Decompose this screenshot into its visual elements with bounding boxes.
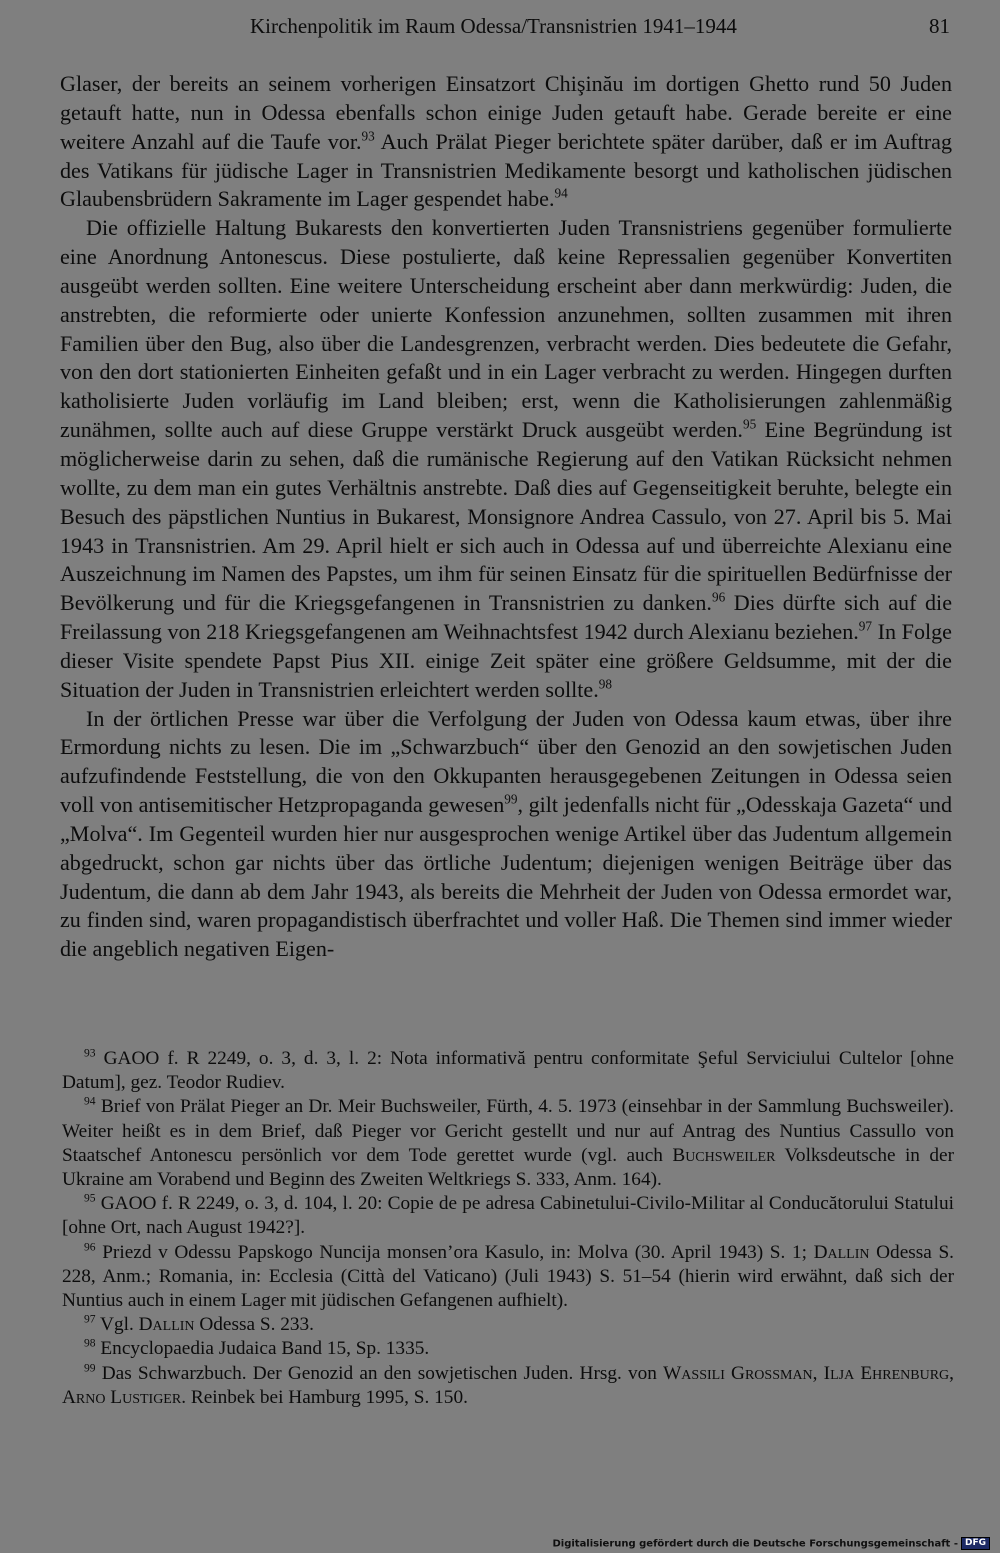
footnote-text: Odessa S. 228, Anm.; Romania, in: Ecclesia (Città del Vaticano) (Juli 1943) S. 51–54 (hierin wird erwähnt, daß sich der Nuntius auch in einem Lager mit jüdischen Gefangenen aufhielt). (62, 1241, 954, 1312)
author-name: Arno Lustiger (62, 1386, 182, 1408)
footnote-text: Das Schwarzbuch. Der Genozid an den sowjetischen Juden. Hrsg. von (95, 1362, 664, 1384)
footnote-text: Volksdeutsche in der Ukraine am Vorabend und Beginn des Zweiten Weltkriegs S. 333, Anm. 164). (62, 1144, 954, 1191)
footnote-text: Encyclopaedia Judaica Band 15, Sp. 1335. (95, 1338, 430, 1360)
footnote-number: 94 (84, 1094, 96, 1108)
footnote-number: 98 (84, 1337, 96, 1351)
footnote (62, 1362, 954, 1410)
footnote-number: 93 (84, 1046, 96, 1060)
text-run: , gilt jedenfalls nicht für „Odesskaja Gazeta“ und „Molva“. Im Gegenteil wurden hier nur ausgesprochen wenige Artikel über das Judentum allgemein abgedruckt, schon gar nichts über das örtliche Judentum; diejenigen wenigen Beiträge über das Judentum, die dann ab dem Jahr 1943, als bereits die Mehrheit der Juden von Odessa ermordet war, zu finden sind, waren propagandistisch überfrachtet und voller Haß. Die Themen sind immer wieder die angeblich negativen Eigen- (60, 792, 952, 962)
dfg-logo: DFG (961, 1537, 990, 1550)
text-run: Die offizielle Haltung Bukarests den konvertierten Juden Transnistriens gegenüber formulierte eine Anordnung Antonescus. Diese postulierte, daß keine Repressalien gegenüber Konvertiten ausgeübt werden sollten. Eine weitere Unterscheidung erscheint aber dann merkwürdig: Juden, die anstrebten, die reformierte oder unierte Konfession anzunehmen, sollten zusammen mit ihren Familien über den Bug, also über die Landesgrenzen, verbracht werden. Dies bedeutete die Gefahr, von den dort stationierten Einheiten gefaßt und in ein Lager verbracht zu werden. Hingegen durften katholisierte Juden vorläufig im Land bleiben; erst, wenn die Katholisierungen zahlenmäßig zunähmen, sollte auch auf diese Gruppe verstärkt Druck ausgeübt werden. (60, 215, 952, 443)
author-name: Ilja Ehrenburg (823, 1362, 950, 1384)
text-run: Auch Prälat Pieger berichtete später darüber, daß er im Auftrag des Vatikans für jüdische Lager in Transnistrien Medikamente besorgt und katholischen jüdischen Glaubensbrüdern Sakramente im Lager gespendet habe. (60, 128, 952, 212)
footnote (62, 1192, 954, 1240)
paragraph (60, 214, 952, 704)
text-run: Dies dürfte sich auf die Freilassung von 218 Kriegsgefangenen am Weihnachtsfest 1942 durch Alexianu beziehen. (60, 590, 952, 645)
text-run: Glaser, der bereits an seinem vorherigen Einsatzort Chişinău im dortigen Ghetto rund 50 Juden getauft hatte, nun in Odessa ebenfalls schon einige Juden getauft habe. Gerade bereite er eine weitere Anzahl auf die Taufe vor. (60, 71, 952, 154)
footnote-text: GAOO f. R 2249, o. 3, d. 104, l. 20: Copie de pe adresa Cabinetului-Civilo-Militar al Conducătorului Statului [ohne Ort, nach August 1942?]. (62, 1193, 954, 1239)
footnote-text: Brief von Prälat Pieger an Dr. Meir Buchsweiler, Fürth, 4. 5. 1973 (einsehbar in der Sammlung Buchsweiler). Weiter heißt es in dem Brief, daß Pieger vor Gericht gestellt und nur auf Antrag des Nuntius Cassullo von Staatschef Antonescu persönlich vor dem Tode gerettet wurde (vgl. auch (62, 1096, 954, 1166)
text-run: In der örtlichen Presse war über die Verfolgung der Juden von Odessa kaum etwas, über ihre Ermordung nichts zu lesen. Die im „Schwarzbuch“ über den Genozid an den sowjetischen Juden aufzufindende Feststellung, die von den Okkupanten herausgegebenen Zeitungen in Odessa seien voll von antisemitischer Hetzpropaganda gewesen (60, 705, 952, 818)
footnote (62, 1047, 954, 1095)
running-header (60, 14, 950, 44)
author-name: Buchsweiler (672, 1144, 776, 1166)
text-run: Eine Begründung ist möglicherweise darin zu sehen, daß die rumänische Regierung auf den Vatikan Rücksicht nehmen wollte, zu dem man ein gutes Verhältnis anstrebte. Daß dies auf Gegenseitigkeit beruhte, belegte ein Besuch des päpstlichen Nuntius in Bukarest, Monsignore Andrea Cassulo, von 27. April bis 5. Mai 1943 in Transnistrien. Am 29. April hielt er sich auch in Odessa auf und überreichte Alexianu eine Auszeichnung im Namen des Papstes, um ihm für seinen Einsatz für die spirituellen Bedürfnisse der Bevölkerung und für die Kriegsgefangenen in Transnistrien zu danken. (60, 417, 952, 616)
footnote-ref: 93 (361, 128, 375, 144)
separator: , (812, 1362, 824, 1384)
running-title: Kirchenpolitik im Raum Odessa/Transnistrien 1941–1944 (250, 14, 737, 38)
footnote-ref: 99 (504, 791, 518, 807)
footnote-text: GAOO f. R 2249, o. 3, d. 3, l. 2: Nota informativă pentru conformitate Şeful Serviciului Cultelor [ohne Datum], gez. Teodor Rudiev. (62, 1048, 954, 1094)
footnote-number: 96 (84, 1240, 96, 1254)
paragraph (60, 70, 952, 214)
footnote-number: 97 (84, 1312, 96, 1326)
main-text (60, 70, 952, 964)
footnote-number: 95 (84, 1191, 96, 1205)
footnote-text: Odessa S. 233. (194, 1314, 314, 1336)
page-number: 81 (929, 14, 950, 38)
footnote-ref: 96 (711, 589, 726, 605)
footnote (62, 1337, 954, 1361)
footnote-ref: 97 (858, 618, 873, 634)
footnotes (62, 1047, 954, 1410)
digitization-credit (552, 1537, 990, 1550)
author-name: Dallin (138, 1314, 195, 1336)
footnote-number: 99 (84, 1361, 96, 1375)
footnote-ref: 98 (598, 676, 612, 692)
author-name: Dallin (813, 1241, 870, 1263)
paragraph (60, 705, 952, 965)
separator: , (949, 1362, 954, 1384)
footnote (62, 1313, 954, 1337)
footnote-text: . Reinbek bei Hamburg 1995, S. 150. (181, 1386, 468, 1408)
credit-text: Digitalisierung gefördert durch die Deutsche Forschungsgemeinschaft - (552, 1538, 958, 1550)
footnote-ref: 94 (554, 186, 568, 202)
footnote-text: Priezd v Odessu Papskogo Nuncija monsen’ora Kasulo, in: Molva (30. April 1943) S. 1; (95, 1241, 814, 1263)
footnote-ref: 95 (742, 416, 757, 432)
footnote (62, 1241, 954, 1314)
footnote (62, 1095, 954, 1192)
text-run: In Folge dieser Visite spendete Papst Pius XII. einige Zeit später eine größere Geldsumme, mit der die Situation der Juden in Transnistrien erleichtert werden sollte. (60, 619, 952, 702)
author-name: Wassili Grossman (663, 1362, 813, 1384)
footnote-text: Vgl. (95, 1314, 139, 1336)
